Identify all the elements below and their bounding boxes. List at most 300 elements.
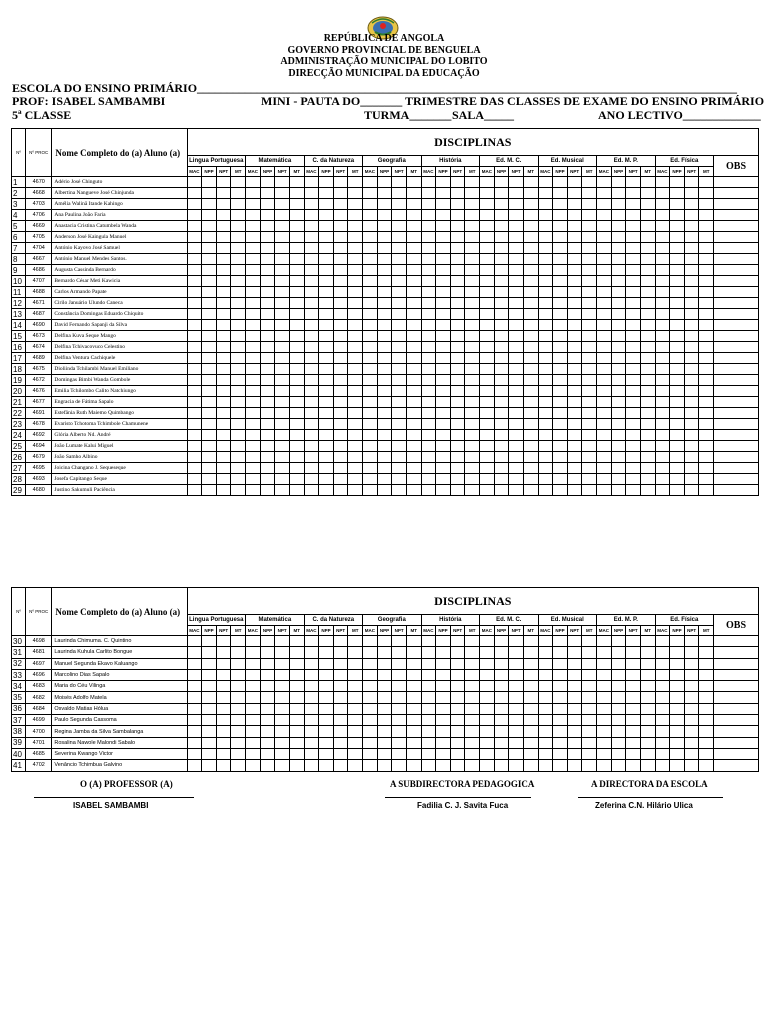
grade-cell[interactable] xyxy=(465,331,480,342)
grade-cell[interactable] xyxy=(231,188,246,199)
grade-cell[interactable] xyxy=(450,408,465,419)
grade-cell[interactable] xyxy=(260,353,275,364)
grade-cell[interactable] xyxy=(333,210,348,221)
grade-cell[interactable] xyxy=(509,177,524,188)
grade-cell[interactable] xyxy=(480,748,495,759)
grade-cell[interactable] xyxy=(392,331,407,342)
grade-cell[interactable] xyxy=(480,419,495,430)
grade-cell[interactable] xyxy=(611,298,626,309)
grade-cell[interactable] xyxy=(655,353,670,364)
grade-cell[interactable] xyxy=(626,276,641,287)
grade-cell[interactable] xyxy=(597,309,612,320)
grade-cell[interactable] xyxy=(480,243,495,254)
grade-cell[interactable] xyxy=(465,353,480,364)
grade-cell[interactable] xyxy=(480,474,495,485)
grade-cell[interactable] xyxy=(509,342,524,353)
obs-cell[interactable] xyxy=(714,287,759,298)
grade-cell[interactable] xyxy=(640,243,655,254)
grade-cell[interactable] xyxy=(348,199,363,210)
grade-cell[interactable] xyxy=(436,364,451,375)
grade-cell[interactable] xyxy=(363,210,378,221)
grade-cell[interactable] xyxy=(406,364,421,375)
grade-cell[interactable] xyxy=(597,681,612,692)
grade-cell[interactable] xyxy=(655,342,670,353)
grade-cell[interactable] xyxy=(509,375,524,386)
grade-cell[interactable] xyxy=(509,243,524,254)
grade-cell[interactable] xyxy=(640,386,655,397)
grade-cell[interactable] xyxy=(348,342,363,353)
grade-cell[interactable] xyxy=(421,199,436,210)
grade-cell[interactable] xyxy=(202,419,217,430)
obs-cell[interactable] xyxy=(714,353,759,364)
grade-cell[interactable] xyxy=(450,320,465,331)
grade-cell[interactable] xyxy=(582,298,597,309)
grade-cell[interactable] xyxy=(597,474,612,485)
grade-cell[interactable] xyxy=(216,441,231,452)
grade-cell[interactable] xyxy=(436,452,451,463)
grade-cell[interactable] xyxy=(553,199,568,210)
grade-cell[interactable] xyxy=(494,199,509,210)
grade-cell[interactable] xyxy=(275,737,290,748)
grade-cell[interactable] xyxy=(655,287,670,298)
grade-cell[interactable] xyxy=(304,692,319,703)
grade-cell[interactable] xyxy=(582,441,597,452)
grade-cell[interactable] xyxy=(260,342,275,353)
grade-cell[interactable] xyxy=(304,298,319,309)
obs-cell[interactable] xyxy=(714,331,759,342)
grade-cell[interactable] xyxy=(231,430,246,441)
grade-cell[interactable] xyxy=(553,320,568,331)
grade-cell[interactable] xyxy=(260,703,275,714)
grade-cell[interactable] xyxy=(216,232,231,243)
grade-cell[interactable] xyxy=(187,342,202,353)
grade-cell[interactable] xyxy=(363,748,378,759)
grade-cell[interactable] xyxy=(275,298,290,309)
grade-cell[interactable] xyxy=(304,485,319,496)
grade-cell[interactable] xyxy=(465,669,480,680)
grade-cell[interactable] xyxy=(553,232,568,243)
grade-cell[interactable] xyxy=(582,397,597,408)
grade-cell[interactable] xyxy=(494,485,509,496)
grade-cell[interactable] xyxy=(538,452,553,463)
grade-cell[interactable] xyxy=(655,210,670,221)
grade-cell[interactable] xyxy=(289,276,304,287)
grade-cell[interactable] xyxy=(684,177,699,188)
grade-cell[interactable] xyxy=(348,452,363,463)
grade-cell[interactable] xyxy=(202,636,217,647)
grade-cell[interactable] xyxy=(406,658,421,669)
grade-cell[interactable] xyxy=(626,386,641,397)
grade-cell[interactable] xyxy=(363,276,378,287)
grade-cell[interactable] xyxy=(626,419,641,430)
grade-cell[interactable] xyxy=(260,737,275,748)
grade-cell[interactable] xyxy=(289,636,304,647)
grade-cell[interactable] xyxy=(289,463,304,474)
obs-cell[interactable] xyxy=(714,408,759,419)
grade-cell[interactable] xyxy=(216,177,231,188)
obs-cell[interactable] xyxy=(714,375,759,386)
grade-cell[interactable] xyxy=(363,441,378,452)
grade-cell[interactable] xyxy=(465,703,480,714)
grade-cell[interactable] xyxy=(699,636,714,647)
grade-cell[interactable] xyxy=(406,485,421,496)
grade-cell[interactable] xyxy=(538,353,553,364)
grade-cell[interactable] xyxy=(582,452,597,463)
grade-cell[interactable] xyxy=(523,658,538,669)
grade-cell[interactable] xyxy=(480,715,495,726)
grade-cell[interactable] xyxy=(450,199,465,210)
grade-cell[interactable] xyxy=(655,419,670,430)
grade-cell[interactable] xyxy=(202,177,217,188)
grade-cell[interactable] xyxy=(553,463,568,474)
grade-cell[interactable] xyxy=(392,636,407,647)
grade-cell[interactable] xyxy=(216,715,231,726)
grade-cell[interactable] xyxy=(670,364,685,375)
grade-cell[interactable] xyxy=(246,188,261,199)
grade-cell[interactable] xyxy=(509,254,524,265)
grade-cell[interactable] xyxy=(333,276,348,287)
grade-cell[interactable] xyxy=(333,243,348,254)
grade-cell[interactable] xyxy=(363,287,378,298)
grade-cell[interactable] xyxy=(187,441,202,452)
grade-cell[interactable] xyxy=(421,737,436,748)
grade-cell[interactable] xyxy=(202,474,217,485)
grade-cell[interactable] xyxy=(333,177,348,188)
grade-cell[interactable] xyxy=(509,210,524,221)
grade-cell[interactable] xyxy=(670,276,685,287)
grade-cell[interactable] xyxy=(670,760,685,771)
grade-cell[interactable] xyxy=(523,287,538,298)
grade-cell[interactable] xyxy=(392,726,407,737)
grade-cell[interactable] xyxy=(319,287,334,298)
grade-cell[interactable] xyxy=(523,320,538,331)
grade-cell[interactable] xyxy=(494,419,509,430)
grade-cell[interactable] xyxy=(523,177,538,188)
grade-cell[interactable] xyxy=(231,658,246,669)
grade-cell[interactable] xyxy=(392,703,407,714)
grade-cell[interactable] xyxy=(289,309,304,320)
grade-cell[interactable] xyxy=(333,715,348,726)
grade-cell[interactable] xyxy=(611,210,626,221)
grade-cell[interactable] xyxy=(319,647,334,658)
grade-cell[interactable] xyxy=(640,681,655,692)
grade-cell[interactable] xyxy=(597,760,612,771)
obs-cell[interactable] xyxy=(714,726,759,737)
grade-cell[interactable] xyxy=(363,254,378,265)
grade-cell[interactable] xyxy=(480,760,495,771)
grade-cell[interactable] xyxy=(289,669,304,680)
grade-cell[interactable] xyxy=(509,298,524,309)
grade-cell[interactable] xyxy=(246,681,261,692)
grade-cell[interactable] xyxy=(333,419,348,430)
grade-cell[interactable] xyxy=(684,320,699,331)
grade-cell[interactable] xyxy=(509,221,524,232)
grade-cell[interactable] xyxy=(670,703,685,714)
grade-cell[interactable] xyxy=(363,342,378,353)
grade-cell[interactable] xyxy=(319,298,334,309)
grade-cell[interactable] xyxy=(699,474,714,485)
grade-cell[interactable] xyxy=(421,254,436,265)
grade-cell[interactable] xyxy=(202,331,217,342)
grade-cell[interactable] xyxy=(553,397,568,408)
grade-cell[interactable] xyxy=(684,463,699,474)
grade-cell[interactable] xyxy=(289,243,304,254)
grade-cell[interactable] xyxy=(187,375,202,386)
grade-cell[interactable] xyxy=(494,703,509,714)
grade-cell[interactable] xyxy=(436,760,451,771)
grade-cell[interactable] xyxy=(246,199,261,210)
grade-cell[interactable] xyxy=(348,177,363,188)
grade-cell[interactable] xyxy=(640,419,655,430)
grade-cell[interactable] xyxy=(377,692,392,703)
grade-cell[interactable] xyxy=(684,265,699,276)
grade-cell[interactable] xyxy=(465,177,480,188)
grade-cell[interactable] xyxy=(640,353,655,364)
grade-cell[interactable] xyxy=(684,419,699,430)
grade-cell[interactable] xyxy=(260,331,275,342)
grade-cell[interactable] xyxy=(509,408,524,419)
grade-cell[interactable] xyxy=(216,408,231,419)
grade-cell[interactable] xyxy=(494,386,509,397)
grade-cell[interactable] xyxy=(231,669,246,680)
grade-cell[interactable] xyxy=(333,265,348,276)
grade-cell[interactable] xyxy=(523,375,538,386)
grade-cell[interactable] xyxy=(509,636,524,647)
grade-cell[interactable] xyxy=(655,298,670,309)
grade-cell[interactable] xyxy=(465,320,480,331)
grade-cell[interactable] xyxy=(436,726,451,737)
grade-cell[interactable] xyxy=(275,397,290,408)
grade-cell[interactable] xyxy=(640,692,655,703)
grade-cell[interactable] xyxy=(260,692,275,703)
grade-cell[interactable] xyxy=(406,463,421,474)
grade-cell[interactable] xyxy=(626,353,641,364)
grade-cell[interactable] xyxy=(377,636,392,647)
grade-cell[interactable] xyxy=(304,353,319,364)
grade-cell[interactable] xyxy=(465,287,480,298)
grade-cell[interactable] xyxy=(377,430,392,441)
grade-cell[interactable] xyxy=(480,199,495,210)
grade-cell[interactable] xyxy=(553,726,568,737)
grade-cell[interactable] xyxy=(670,210,685,221)
grade-cell[interactable] xyxy=(348,748,363,759)
grade-cell[interactable] xyxy=(523,309,538,320)
grade-cell[interactable] xyxy=(611,692,626,703)
grade-cell[interactable] xyxy=(553,760,568,771)
grade-cell[interactable] xyxy=(363,452,378,463)
grade-cell[interactable] xyxy=(582,265,597,276)
grade-cell[interactable] xyxy=(480,309,495,320)
grade-cell[interactable] xyxy=(304,715,319,726)
grade-cell[interactable] xyxy=(611,353,626,364)
grade-cell[interactable] xyxy=(640,221,655,232)
grade-cell[interactable] xyxy=(494,726,509,737)
grade-cell[interactable] xyxy=(699,342,714,353)
grade-cell[interactable] xyxy=(699,210,714,221)
obs-cell[interactable] xyxy=(714,232,759,243)
grade-cell[interactable] xyxy=(640,715,655,726)
grade-cell[interactable] xyxy=(289,342,304,353)
grade-cell[interactable] xyxy=(538,726,553,737)
grade-cell[interactable] xyxy=(670,647,685,658)
grade-cell[interactable] xyxy=(377,177,392,188)
grade-cell[interactable] xyxy=(450,419,465,430)
grade-cell[interactable] xyxy=(465,726,480,737)
grade-cell[interactable] xyxy=(597,669,612,680)
grade-cell[interactable] xyxy=(392,463,407,474)
grade-cell[interactable] xyxy=(670,188,685,199)
grade-cell[interactable] xyxy=(421,375,436,386)
grade-cell[interactable] xyxy=(421,669,436,680)
grade-cell[interactable] xyxy=(187,715,202,726)
grade-cell[interactable] xyxy=(377,669,392,680)
obs-cell[interactable] xyxy=(714,485,759,496)
grade-cell[interactable] xyxy=(392,287,407,298)
grade-cell[interactable] xyxy=(377,397,392,408)
grade-cell[interactable] xyxy=(275,669,290,680)
grade-cell[interactable] xyxy=(582,692,597,703)
grade-cell[interactable] xyxy=(523,703,538,714)
grade-cell[interactable] xyxy=(509,669,524,680)
grade-cell[interactable] xyxy=(509,232,524,243)
grade-cell[interactable] xyxy=(509,397,524,408)
grade-cell[interactable] xyxy=(216,375,231,386)
grade-cell[interactable] xyxy=(597,386,612,397)
grade-cell[interactable] xyxy=(450,265,465,276)
grade-cell[interactable] xyxy=(348,210,363,221)
grade-cell[interactable] xyxy=(655,474,670,485)
obs-cell[interactable] xyxy=(714,309,759,320)
grade-cell[interactable] xyxy=(304,287,319,298)
grade-cell[interactable] xyxy=(582,177,597,188)
grade-cell[interactable] xyxy=(509,430,524,441)
grade-cell[interactable] xyxy=(319,221,334,232)
grade-cell[interactable] xyxy=(684,669,699,680)
grade-cell[interactable] xyxy=(611,726,626,737)
grade-cell[interactable] xyxy=(582,485,597,496)
grade-cell[interactable] xyxy=(187,232,202,243)
grade-cell[interactable] xyxy=(231,748,246,759)
grade-cell[interactable] xyxy=(289,726,304,737)
grade-cell[interactable] xyxy=(216,692,231,703)
grade-cell[interactable] xyxy=(289,748,304,759)
grade-cell[interactable] xyxy=(597,331,612,342)
grade-cell[interactable] xyxy=(450,232,465,243)
grade-cell[interactable] xyxy=(202,254,217,265)
grade-cell[interactable] xyxy=(465,748,480,759)
grade-cell[interactable] xyxy=(450,726,465,737)
grade-cell[interactable] xyxy=(655,703,670,714)
grade-cell[interactable] xyxy=(567,188,582,199)
grade-cell[interactable] xyxy=(465,658,480,669)
grade-cell[interactable] xyxy=(392,276,407,287)
grade-cell[interactable] xyxy=(377,703,392,714)
grade-cell[interactable] xyxy=(363,309,378,320)
grade-cell[interactable] xyxy=(246,375,261,386)
grade-cell[interactable] xyxy=(406,647,421,658)
grade-cell[interactable] xyxy=(275,199,290,210)
grade-cell[interactable] xyxy=(260,210,275,221)
grade-cell[interactable] xyxy=(246,760,261,771)
grade-cell[interactable] xyxy=(523,276,538,287)
grade-cell[interactable] xyxy=(684,298,699,309)
grade-cell[interactable] xyxy=(392,210,407,221)
grade-cell[interactable] xyxy=(465,199,480,210)
grade-cell[interactable] xyxy=(567,331,582,342)
grade-cell[interactable] xyxy=(421,485,436,496)
grade-cell[interactable] xyxy=(260,276,275,287)
grade-cell[interactable] xyxy=(231,298,246,309)
grade-cell[interactable] xyxy=(406,188,421,199)
grade-cell[interactable] xyxy=(392,408,407,419)
grade-cell[interactable] xyxy=(684,342,699,353)
grade-cell[interactable] xyxy=(640,199,655,210)
grade-cell[interactable] xyxy=(611,419,626,430)
grade-cell[interactable] xyxy=(684,692,699,703)
grade-cell[interactable] xyxy=(450,463,465,474)
grade-cell[interactable] xyxy=(436,298,451,309)
grade-cell[interactable] xyxy=(304,199,319,210)
grade-cell[interactable] xyxy=(246,715,261,726)
grade-cell[interactable] xyxy=(319,692,334,703)
grade-cell[interactable] xyxy=(509,452,524,463)
grade-cell[interactable] xyxy=(363,760,378,771)
grade-cell[interactable] xyxy=(275,210,290,221)
grade-cell[interactable] xyxy=(684,452,699,463)
grade-cell[interactable] xyxy=(640,309,655,320)
grade-cell[interactable] xyxy=(582,364,597,375)
grade-cell[interactable] xyxy=(436,658,451,669)
grade-cell[interactable] xyxy=(655,320,670,331)
grade-cell[interactable] xyxy=(319,353,334,364)
grade-cell[interactable] xyxy=(406,309,421,320)
grade-cell[interactable] xyxy=(480,397,495,408)
grade-cell[interactable] xyxy=(523,452,538,463)
grade-cell[interactable] xyxy=(626,669,641,680)
grade-cell[interactable] xyxy=(377,452,392,463)
grade-cell[interactable] xyxy=(289,441,304,452)
grade-cell[interactable] xyxy=(450,254,465,265)
grade-cell[interactable] xyxy=(626,320,641,331)
grade-cell[interactable] xyxy=(626,342,641,353)
grade-cell[interactable] xyxy=(597,199,612,210)
grade-cell[interactable] xyxy=(655,364,670,375)
grade-cell[interactable] xyxy=(260,177,275,188)
grade-cell[interactable] xyxy=(406,760,421,771)
grade-cell[interactable] xyxy=(450,430,465,441)
grade-cell[interactable] xyxy=(231,715,246,726)
grade-cell[interactable] xyxy=(260,188,275,199)
grade-cell[interactable] xyxy=(187,463,202,474)
grade-cell[interactable] xyxy=(640,669,655,680)
grade-cell[interactable] xyxy=(465,298,480,309)
grade-cell[interactable] xyxy=(231,276,246,287)
grade-cell[interactable] xyxy=(392,254,407,265)
grade-cell[interactable] xyxy=(684,715,699,726)
grade-cell[interactable] xyxy=(494,737,509,748)
obs-cell[interactable] xyxy=(714,221,759,232)
grade-cell[interactable] xyxy=(304,232,319,243)
grade-cell[interactable] xyxy=(611,243,626,254)
grade-cell[interactable] xyxy=(670,669,685,680)
grade-cell[interactable] xyxy=(246,364,261,375)
grade-cell[interactable] xyxy=(538,386,553,397)
grade-cell[interactable] xyxy=(684,232,699,243)
obs-cell[interactable] xyxy=(714,474,759,485)
grade-cell[interactable] xyxy=(333,353,348,364)
grade-cell[interactable] xyxy=(582,287,597,298)
grade-cell[interactable] xyxy=(494,331,509,342)
